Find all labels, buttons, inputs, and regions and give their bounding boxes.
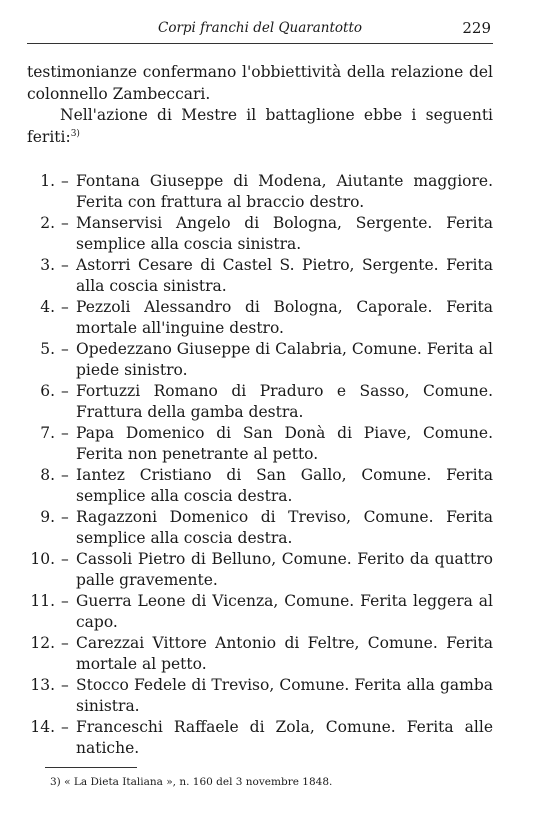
list-item-number: 9.: [40, 508, 55, 526]
footnote-rule: [45, 767, 137, 768]
header-rule: [27, 43, 493, 44]
list-item-number: 14.: [30, 718, 55, 736]
list-item-dash: –: [61, 256, 69, 274]
footnote-marker: 3): [50, 776, 61, 788]
list-item-dash: –: [61, 718, 69, 736]
paragraph-continuation: testimonianze confermano l'obbiettività della relazione del colonnello Zambeccari.: [27, 63, 493, 103]
list-item-dash: –: [61, 424, 69, 442]
running-title: Corpi franchi del Quarantotto: [158, 20, 362, 36]
list-item-number: 11.: [30, 592, 55, 610]
list-item-number: 4.: [40, 298, 55, 316]
list-item-text: Stocco Fedele di Treviso, Comune. Ferita alla gamba sinistra.: [76, 676, 493, 715]
list-item-text: Fortuzzi Romano di Praduro e Sasso, Comune. Frattura della gamba destra.: [76, 382, 493, 421]
list-item: [27, 297, 493, 339]
list-item-dash: –: [61, 592, 69, 610]
list-item: [27, 171, 493, 213]
list-item-number: 5.: [40, 340, 55, 358]
list-item-dash: –: [61, 466, 69, 484]
list-item-number: 3.: [40, 256, 55, 274]
list-item-text: Cassoli Pietro di Belluno, Comune. Ferito da quattro palle gravemente.: [76, 550, 493, 589]
list-item-text: Opedezzano Giuseppe di Calabria, Comune. Ferita al piede sinistro.: [76, 340, 493, 379]
list-item: [27, 549, 493, 591]
list-item: [27, 717, 493, 759]
list-item: [27, 213, 493, 255]
list-item-number: 8.: [40, 466, 55, 484]
page-number: 229: [462, 19, 491, 37]
list-item: [27, 339, 493, 381]
list-item-text: Iantez Cristiano di San Gallo, Comune. Ferita semplice alla coscia destra.: [76, 466, 493, 505]
list-item-dash: –: [61, 550, 69, 568]
footnote-text: « La Dieta Italiana », n. 160 del 3 novembre 1848.: [64, 776, 333, 788]
list-item: [27, 591, 493, 633]
list-item-text: Fontana Giuseppe di Modena, Aiutante maggiore. Ferita con frattura al braccio destro.: [76, 172, 493, 211]
page-header: [27, 18, 493, 40]
footnote: [50, 775, 490, 789]
list-item-dash: –: [61, 382, 69, 400]
list-item-number: 2.: [40, 214, 55, 232]
list-item-number: 7.: [40, 424, 55, 442]
list-item-text: Astorri Cesare di Castel S. Pietro, Sergente. Ferita alla coscia sinistra.: [76, 256, 493, 295]
list-item: [27, 255, 493, 297]
list-item: [27, 675, 493, 717]
list-item-text: Carezzai Vittore Antonio di Feltre, Comune. Ferita mortale al petto.: [76, 634, 493, 673]
list-item: [27, 507, 493, 549]
list-item-dash: –: [61, 214, 69, 232]
wounded-list: [27, 171, 493, 759]
list-item-dash: –: [61, 676, 69, 694]
list-item: [27, 633, 493, 675]
list-item-number: 10.: [30, 550, 55, 568]
body-text: [27, 62, 493, 148]
list-item: [27, 381, 493, 423]
list-item-dash: –: [61, 340, 69, 358]
list-item-number: 13.: [30, 676, 55, 694]
paragraph-intro-text: Nell'azione di Mestre il battaglione ebbe i seguenti feriti:: [27, 106, 493, 146]
list-item-text: Guerra Leone di Vicenza, Comune. Ferita leggera al capo.: [76, 592, 493, 631]
list-item-dash: –: [61, 508, 69, 526]
list-item-dash: –: [61, 298, 69, 316]
list-item-number: 6.: [40, 382, 55, 400]
list-item-text: Franceschi Raffaele di Zola, Comune. Ferita alle natiche.: [76, 718, 493, 757]
list-item-text: Pezzoli Alessandro di Bologna, Caporale. Ferita mortale all'inguine destro.: [76, 298, 493, 337]
list-item-number: 1.: [40, 172, 55, 190]
list-item-number: 12.: [30, 634, 55, 652]
list-item-text: Ragazzoni Domenico di Treviso, Comune. Ferita semplice alla coscia destra.: [76, 508, 493, 547]
paragraph-intro: [27, 105, 493, 148]
list-item: [27, 465, 493, 507]
list-item-text: Papa Domenico di San Donà di Piave, Comune. Ferita non penetrante al petto.: [76, 424, 493, 463]
list-item-dash: –: [61, 172, 69, 190]
list-item-text: Manservisi Angelo di Bologna, Sergente. Ferita semplice alla coscia sinistra.: [76, 214, 493, 253]
footnote-reference: 3): [70, 128, 80, 139]
list-item: [27, 423, 493, 465]
list-item-dash: –: [61, 634, 69, 652]
